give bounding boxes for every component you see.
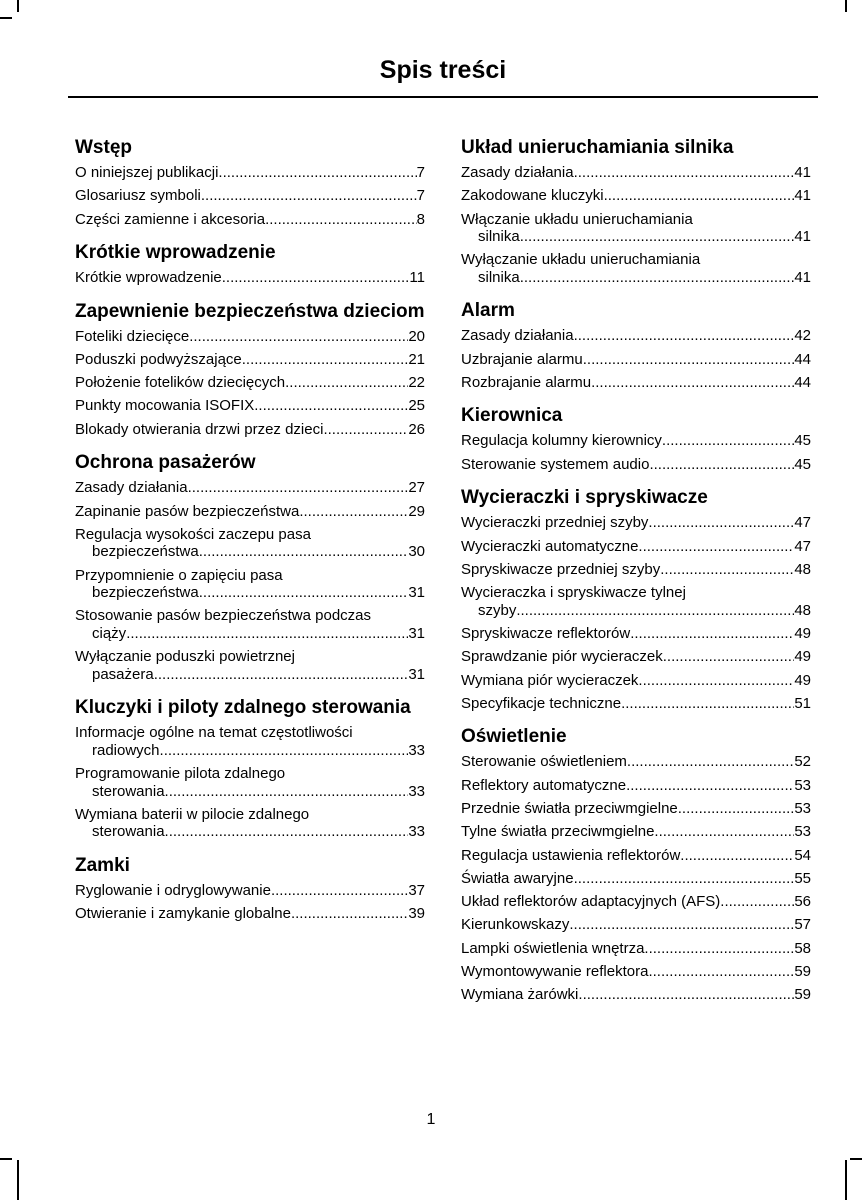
toc-entry[interactable] bbox=[75, 351, 425, 369]
dot-leader bbox=[254, 397, 408, 415]
toc-entry-label: Glosariusz symboli bbox=[75, 187, 201, 205]
crop-mark-bottom-right-vertical bbox=[845, 1160, 847, 1200]
toc-entry-page: 53 bbox=[794, 823, 811, 841]
toc-entry-page: 8 bbox=[416, 210, 425, 228]
toc-entry[interactable] bbox=[75, 607, 425, 642]
toc-entry[interactable] bbox=[75, 905, 425, 923]
toc-entry-page: 53 bbox=[794, 776, 811, 794]
toc-entry-page: 41 bbox=[794, 164, 811, 181]
toc-entry-page: 48 bbox=[794, 601, 811, 619]
dot-leader bbox=[285, 374, 408, 392]
toc-entry-page: 41 bbox=[794, 228, 811, 246]
dot-leader bbox=[222, 269, 410, 287]
toc-entry-page: 20 bbox=[408, 327, 425, 345]
toc-entry-page: 25 bbox=[408, 397, 425, 415]
toc-column-left bbox=[75, 137, 425, 937]
section-title: Krótkie wprowadzenie bbox=[75, 242, 276, 264]
toc-entry[interactable] bbox=[461, 187, 811, 205]
dot-leader bbox=[662, 432, 794, 450]
toc-entry-label: Spryskiwacze reflektorów bbox=[461, 624, 631, 642]
toc-entry-label: Poduszki podwyższające bbox=[75, 350, 242, 368]
dot-leader bbox=[663, 648, 795, 666]
dot-leader bbox=[201, 187, 417, 205]
toc-entry-label: Zasady działania bbox=[461, 327, 574, 345]
toc-entry[interactable] bbox=[461, 456, 811, 474]
crop-mark-top-right-vertical bbox=[845, 0, 847, 12]
dot-leader bbox=[165, 783, 409, 801]
toc-entry-page: 45 bbox=[794, 432, 811, 450]
dot-leader bbox=[648, 963, 794, 981]
toc-entry[interactable] bbox=[461, 374, 811, 392]
toc-entry-label: Wymiana żarówki bbox=[461, 986, 579, 1004]
toc-entry[interactable] bbox=[461, 800, 811, 818]
toc-entry-label: silnika bbox=[478, 268, 520, 286]
dot-leader bbox=[520, 269, 795, 287]
toc-entry-label: Sterowanie oświetleniem bbox=[461, 753, 627, 771]
crop-mark-bottom-left-vertical bbox=[17, 1160, 19, 1200]
toc-entry-page: 7 bbox=[416, 187, 425, 205]
dot-leader bbox=[648, 514, 794, 532]
toc-entry[interactable] bbox=[75, 211, 425, 229]
section-title: Alarm bbox=[461, 300, 515, 322]
toc-entry-label: Kierunkowskazy bbox=[461, 916, 570, 934]
toc-entry-label: radiowych bbox=[92, 741, 160, 759]
dot-leader bbox=[680, 847, 794, 865]
toc-entry-page: 47 bbox=[794, 537, 811, 555]
toc-entry[interactable] bbox=[75, 648, 425, 683]
toc-entry[interactable] bbox=[461, 940, 811, 958]
toc-entry-label: Otwieranie i zamykanie globalne bbox=[75, 905, 291, 923]
toc-entry[interactable] bbox=[461, 986, 811, 1004]
toc-entry-page: 58 bbox=[794, 939, 811, 957]
toc-entry-page: 33 bbox=[408, 823, 425, 841]
toc-entry[interactable] bbox=[461, 625, 811, 643]
toc-entry-page: 31 bbox=[408, 624, 425, 642]
toc-entry-label: Specyfikacje techniczne bbox=[461, 694, 622, 712]
dot-leader bbox=[574, 870, 795, 888]
toc-entry-label: szyby bbox=[478, 601, 517, 619]
dot-leader bbox=[627, 753, 794, 771]
dot-leader bbox=[644, 940, 794, 958]
toc-section bbox=[461, 726, 811, 1003]
dot-leader bbox=[188, 479, 409, 497]
dot-leader bbox=[638, 672, 794, 690]
toc-entry-label: Regulacja kolumny kierownicy bbox=[461, 432, 662, 450]
toc-entry-label: Zakodowane kluczyki bbox=[461, 187, 604, 205]
toc-entry[interactable] bbox=[75, 882, 425, 900]
dot-leader bbox=[199, 543, 409, 561]
toc-column-right bbox=[461, 137, 811, 1018]
section-title: Zapewnienie bezpieczeństwa dzieciom bbox=[75, 300, 425, 322]
toc-entry[interactable] bbox=[461, 211, 811, 246]
toc-entry[interactable] bbox=[75, 397, 425, 415]
section-title: Zamki bbox=[75, 854, 130, 876]
dot-leader bbox=[165, 823, 409, 841]
page-number: 1 bbox=[426, 1111, 436, 1128]
toc-section bbox=[75, 137, 425, 228]
toc-section bbox=[461, 300, 811, 391]
toc-entry[interactable] bbox=[75, 724, 425, 759]
toc-entry-label-line1: Wyłączanie układu unieruchamiania bbox=[461, 251, 701, 269]
toc-section bbox=[461, 137, 811, 286]
dot-leader bbox=[265, 211, 417, 229]
title-rule bbox=[68, 96, 818, 98]
toc-entry-label: Wymontowywanie reflektora bbox=[461, 963, 649, 981]
toc-entry[interactable] bbox=[461, 538, 811, 556]
toc-entry-label: bezpieczeństwa bbox=[92, 543, 199, 561]
dot-leader bbox=[516, 602, 794, 620]
dot-leader bbox=[271, 882, 408, 900]
dot-leader bbox=[218, 164, 416, 182]
toc-entry-label: Krótkie wprowadzenie bbox=[75, 269, 222, 287]
toc-entry[interactable] bbox=[461, 963, 811, 981]
toc-entry[interactable] bbox=[75, 503, 425, 521]
toc-entry-label: Ryglowanie i odryglowywanie bbox=[75, 881, 271, 899]
toc-entry-label: Części zamienne i akcesoria bbox=[75, 210, 266, 228]
toc-entry[interactable] bbox=[75, 765, 425, 800]
toc-entry-page: 53 bbox=[794, 799, 811, 817]
toc-entry[interactable] bbox=[461, 251, 811, 286]
dot-leader bbox=[574, 327, 795, 345]
toc-entry-page: 55 bbox=[794, 869, 811, 887]
section-title: Kluczyki i piloty zdalnego sterowania bbox=[75, 697, 411, 719]
toc-entry[interactable] bbox=[461, 164, 811, 182]
toc-entry[interactable] bbox=[75, 567, 425, 602]
toc-entry-label-line1: Wycieraczka i spryskiwacze tylnej bbox=[461, 584, 686, 602]
dot-leader bbox=[242, 351, 409, 369]
toc-entry-label: Wycieraczki przedniej szyby bbox=[461, 514, 649, 532]
toc-entry-label: Reflektory automatyczne bbox=[461, 776, 627, 794]
toc-entry[interactable] bbox=[461, 351, 811, 369]
toc-entry-label-line1: Regulacja wysokości zaczepu pasa bbox=[75, 525, 311, 543]
section-title: Ochrona pasażerów bbox=[75, 452, 256, 474]
toc-section bbox=[461, 405, 811, 473]
toc-entry-label: silnika bbox=[478, 228, 520, 246]
toc-entry-page: 49 bbox=[794, 671, 811, 689]
dot-leader bbox=[291, 905, 408, 923]
section-title: Wstęp bbox=[75, 137, 132, 158]
dot-leader bbox=[630, 625, 794, 643]
toc-entry-label: sterowania bbox=[92, 782, 165, 800]
toc-entry-page: 51 bbox=[794, 694, 811, 712]
toc-entry-page: 30 bbox=[408, 543, 425, 561]
toc-entry-label: Sprawdzanie piór wycieraczek bbox=[461, 648, 663, 666]
toc-entry-page: 49 bbox=[794, 624, 811, 642]
toc-entry-page: 41 bbox=[794, 268, 811, 286]
toc-entry[interactable] bbox=[75, 479, 425, 497]
toc-entry-page: 42 bbox=[794, 327, 811, 345]
toc-entry-label-line1: Wyłączanie poduszki powietrznej bbox=[75, 648, 295, 666]
toc-entry[interactable] bbox=[461, 695, 811, 713]
dot-leader bbox=[638, 538, 794, 556]
toc-entry-label: Sterowanie systemem audio bbox=[461, 455, 650, 473]
toc-section bbox=[75, 452, 425, 683]
toc-section bbox=[75, 855, 425, 923]
toc-entry-label-line1: Przypomnienie o zapięciu pasa bbox=[75, 566, 283, 584]
toc-entry[interactable] bbox=[461, 753, 811, 771]
dot-leader bbox=[583, 351, 795, 369]
toc-entry-page: 39 bbox=[408, 905, 425, 923]
crop-mark-top-left-horizontal bbox=[0, 17, 12, 19]
dot-leader bbox=[621, 695, 794, 713]
toc-entry[interactable] bbox=[461, 777, 811, 795]
toc-entry[interactable] bbox=[75, 187, 425, 205]
toc-entry[interactable] bbox=[461, 327, 811, 345]
toc-entry-page: 7 bbox=[416, 164, 425, 181]
toc-entry-label: Lampki oświetlenia wnętrza bbox=[461, 939, 645, 957]
toc-entry[interactable] bbox=[75, 421, 425, 439]
toc-entry-label-line1: Włączanie układu unieruchamiania bbox=[461, 210, 693, 228]
dot-leader bbox=[299, 503, 408, 521]
toc-entry-page: 57 bbox=[794, 916, 811, 934]
toc-entry-page: 31 bbox=[408, 584, 425, 602]
toc-entry-page: 59 bbox=[794, 986, 811, 1004]
section-title: Układ unieruchamiania silnika bbox=[461, 137, 734, 158]
dot-leader bbox=[591, 374, 794, 392]
toc-entry-label: Punkty mocowania ISOFIX bbox=[75, 397, 255, 415]
toc-entry[interactable] bbox=[461, 561, 811, 579]
dot-leader bbox=[160, 742, 409, 760]
toc-entry-label: Zasady działania bbox=[75, 479, 188, 497]
toc-entry-label: Spryskiwacze przedniej szyby bbox=[461, 560, 661, 578]
dot-leader bbox=[678, 800, 795, 818]
toc-entry-page: 29 bbox=[408, 502, 425, 520]
toc-entry-label: pasażera bbox=[92, 665, 154, 683]
crop-mark-bottom-right-horizontal bbox=[850, 1158, 862, 1160]
toc-entry-label: Światła awaryjne bbox=[461, 869, 574, 887]
toc-entry-label: Uzbrajanie alarmu bbox=[461, 350, 583, 368]
toc-entry-page: 56 bbox=[794, 893, 811, 911]
crop-mark-bottom-left-horizontal bbox=[0, 1158, 12, 1160]
crop-mark-top-left-vertical bbox=[17, 0, 19, 12]
dot-leader bbox=[604, 187, 795, 205]
toc-entry-page: 59 bbox=[794, 963, 811, 981]
toc-entry-label: Regulacja ustawienia reflektorów bbox=[461, 846, 681, 864]
toc-entry-page: 45 bbox=[794, 455, 811, 473]
dot-leader bbox=[578, 986, 794, 1004]
toc-entry-label-line1: Programowanie pilota zdalnego bbox=[75, 765, 286, 783]
dot-leader bbox=[720, 893, 794, 911]
toc-entry-label: Blokady otwierania drzwi przez dzieci bbox=[75, 420, 324, 438]
toc-entry[interactable] bbox=[75, 328, 425, 346]
toc-entry-page: 11 bbox=[409, 269, 425, 287]
toc-entry-label: Zapinanie pasów bezpieczeństwa bbox=[75, 502, 300, 520]
toc-entry-label: bezpieczeństwa bbox=[92, 584, 199, 602]
toc-entry-page: 33 bbox=[408, 741, 425, 759]
toc-entry-page: 21 bbox=[408, 350, 425, 368]
toc-section bbox=[75, 242, 425, 287]
section-title: Kierownica bbox=[461, 405, 563, 427]
toc-entry-page: 27 bbox=[408, 479, 425, 497]
toc-section bbox=[75, 697, 425, 841]
toc-entry[interactable] bbox=[75, 806, 425, 841]
toc-entry-page: 44 bbox=[794, 350, 811, 368]
toc-entry-page: 31 bbox=[408, 665, 425, 683]
toc-entry[interactable] bbox=[461, 672, 811, 690]
dot-leader bbox=[569, 916, 794, 934]
toc-entry-label-line1: Stosowanie pasów bezpieczeństwa podczas bbox=[75, 607, 372, 625]
toc-entry[interactable] bbox=[461, 584, 811, 619]
dot-leader bbox=[199, 584, 409, 602]
toc-entry[interactable] bbox=[75, 526, 425, 561]
toc-entry[interactable] bbox=[461, 870, 811, 888]
toc-entry-label: Układ reflektorów adaptacyjnych (AFS) bbox=[461, 893, 721, 911]
toc-entry[interactable] bbox=[75, 164, 425, 182]
toc-entry-page: 33 bbox=[408, 782, 425, 800]
toc-entry-page: 54 bbox=[794, 846, 811, 864]
toc-entry-label: Foteliki dziecięce bbox=[75, 327, 190, 345]
toc-entry-label: ciąży bbox=[92, 624, 127, 642]
section-title: Oświetlenie bbox=[461, 726, 567, 748]
toc-entry-label: Zasady działania bbox=[461, 164, 574, 181]
toc-entry[interactable] bbox=[461, 648, 811, 666]
toc-entry-label: Wymiana piór wycieraczek bbox=[461, 671, 639, 689]
toc-entry-page: 49 bbox=[794, 648, 811, 666]
toc-entry-label: Rozbrajanie alarmu bbox=[461, 373, 592, 391]
toc-entry-label-line1: Wymiana baterii w pilocie zdalnego bbox=[75, 805, 310, 823]
toc-entry-label: Tylne światła przeciwmgielne bbox=[461, 823, 655, 841]
dot-leader bbox=[626, 777, 794, 795]
toc-section bbox=[461, 487, 811, 712]
toc-section bbox=[75, 301, 425, 439]
toc-entry-page: 26 bbox=[408, 420, 425, 438]
toc-entry-label: sterowania bbox=[92, 823, 165, 841]
toc-entry-page: 52 bbox=[794, 753, 811, 771]
dot-leader bbox=[574, 164, 795, 182]
toc-entry[interactable] bbox=[75, 374, 425, 392]
toc-entry[interactable] bbox=[75, 269, 425, 287]
dot-leader bbox=[154, 666, 409, 684]
toc-entry-page: 47 bbox=[794, 514, 811, 532]
toc-entry-page: 22 bbox=[408, 374, 425, 392]
toc-entry-page: 44 bbox=[794, 373, 811, 391]
dot-leader bbox=[649, 456, 794, 474]
toc-entry[interactable] bbox=[461, 847, 811, 865]
toc-entry-page: 41 bbox=[794, 187, 811, 205]
dot-leader bbox=[654, 823, 794, 841]
toc-entry[interactable] bbox=[461, 514, 811, 532]
dot-leader bbox=[660, 561, 794, 579]
toc-entry-page: 48 bbox=[794, 560, 811, 578]
dot-leader bbox=[189, 328, 408, 346]
dot-leader bbox=[323, 421, 408, 439]
toc-entry-page: 37 bbox=[408, 881, 425, 899]
toc-entry-label-line1: Informacje ogólne na temat częstotliwości bbox=[75, 724, 353, 742]
toc-entry[interactable] bbox=[461, 432, 811, 450]
dot-leader bbox=[126, 625, 408, 643]
toc-entry-label: Przednie światła przeciwmgielne bbox=[461, 799, 678, 817]
toc-entry[interactable] bbox=[461, 916, 811, 934]
dot-leader bbox=[520, 228, 795, 246]
toc-entry[interactable] bbox=[461, 823, 811, 841]
toc-entry[interactable] bbox=[461, 893, 811, 911]
toc-entry-label: Wycieraczki automatyczne bbox=[461, 537, 639, 555]
section-title: Wycieraczki i spryskiwacze bbox=[461, 487, 708, 509]
toc-entry-label: Położenie fotelików dziecięcych bbox=[75, 374, 286, 392]
page-title: Spis treści bbox=[379, 56, 507, 84]
toc-entry-label: O niniejszej publikacji bbox=[75, 164, 219, 181]
